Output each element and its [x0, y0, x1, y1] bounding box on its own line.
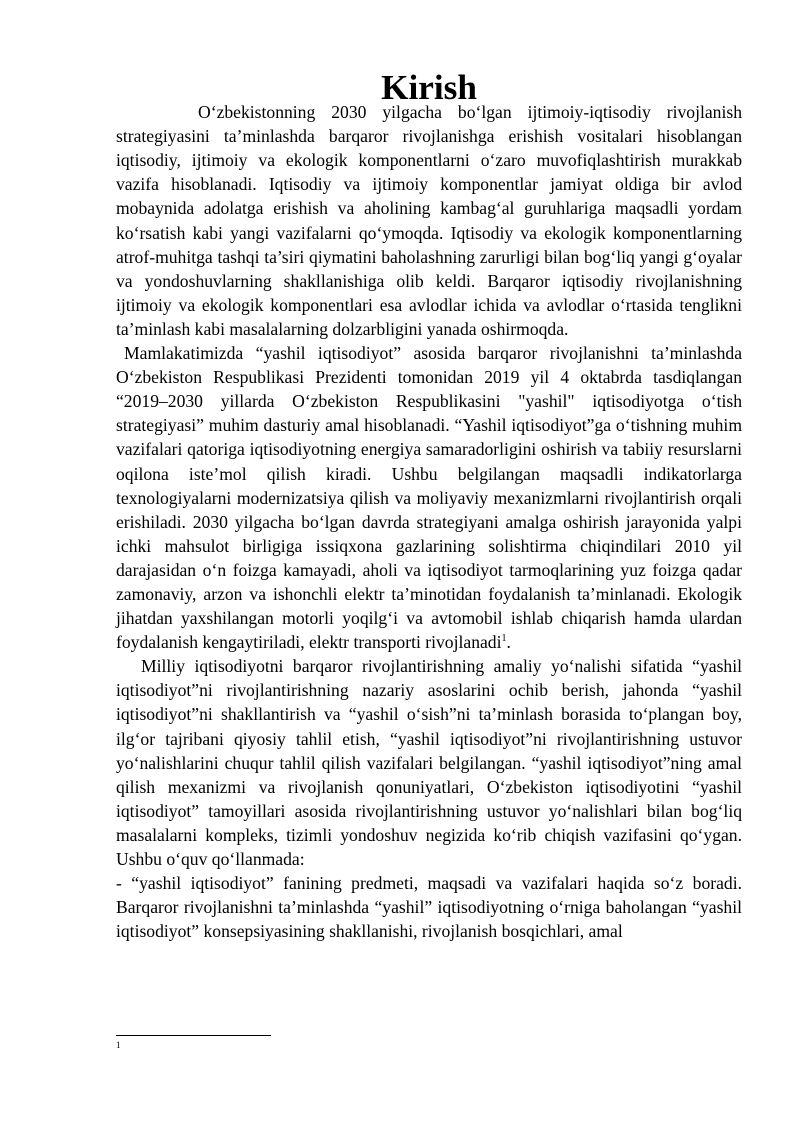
- paragraph-intro: O‘zbekistonning 2030 yilgacha bo‘lgan ijtimoiy-iqtisodiy rivojlanish strategiyasini ta’minlashda barqaror rivojlanishga erishish vositalari hisoblangan iqtisodiy, ijtimoiy va ekologik komponentlarni o‘zaro muvofiqlashtirish murakkab vazifa hisoblanadi. Iqtisodiy va ijtimoiy komponentlar jamiyat oldiga bir avlod mobaynida adolatga erishish va aholining kambag‘al guruhlariga maqsadli yordam ko‘rsatish kabi yangi vazifalarni qo‘ymoqda. Iqtisodiy va ekologik komponentlarning atrof-muhitga tashqi ta’siri qiymatini baholashning zarurligi bilan bog‘liq yangi g‘oyalar va yondoshuvlarning shakllanishiga olib keldi. Barqaror iqtisodiy rivojlanishning ijtimoiy va ekologik komponentlari esa avlodlar ichida va avlodlar o‘rtasida tenglikni ta’minlash kabi masalalarning dolzarbligini yanada oshirmoqda.: [116, 102, 742, 339]
- document-body: [116, 68, 742, 943]
- footnote-number: 1: [116, 1040, 121, 1050]
- footnote-reference[interactable]: 1: [501, 633, 507, 645]
- paragraph-list-item: - “yashil iqtisodiyot” fanining predmeti, maqsadi va vazifalari haqida so‘z boradi. Barqaror rivojlanishni ta’minlashda “yashil” iqtisodiyotning o‘rniga baholangan “yashil iqtisodiyot” konsepsiyasining shakllanishi, rivojlanish bosqichlari, amal: [116, 873, 742, 942]
- footnote-separator: [116, 1035, 271, 1036]
- paragraph-strategy-end: .: [506, 632, 511, 653]
- paragraph-tasks: Milliy iqtisodiyotni barqaror rivojlantirishning amaliy yo‘nalishi sifatida “yashil iqtisodiyot”ni rivojlantirishning nazariy asoslarini ochib berish, jahonda “yashil iqtisodiyot”ni shakllantirish va “yashil o‘sish”ni ta’minlash borasida to‘plangan boy, ilg‘or tajribani qiyosiy tahlil etish, “yashil iqtisodiyot”ni rivojlantirishning ustuvor yo‘nalishlarini chuqur tahlil qilish vazifalari belgilangan. “yashil iqtisodiyot”ning amal qilish mexanizmi va rivojlanish qonuniyatlari, O‘zbekiston iqtisodiyotini “yashil iqtisodiyot” tamoyillari asosida rivojlantirishning ustuvor yo‘nalishlari bilan bog‘liq masalalarni kompleks, tizimli yondoshuv negizida ko‘rib chiqish vazifasini qo‘ygan. Ushbu o‘quv qo‘llanmada:: [116, 656, 742, 869]
- document-title: Kirish: [381, 68, 477, 107]
- paragraph-strategy-text: Mamlakatimizda “yashil iqtisodiyot” asosida barqaror rivojlanishni ta’minlashda O‘zbekiston Respublikasi Prezidenti tomonidan 2019 yil 4 oktabrda tasdiqlangan “2019–2030 yillarda O‘zbekiston Respublikasini "yashil" iqtisodiyotga o‘tish strategiyasi” muhim dasturiy amal hisoblanadi. “Yashil iqtisodiyot”ga o‘tishning muhim vazifalari qatoriga iqtisodiyotning energiya samaradorligini oshirish va tabiiy resurslarni oqilona iste’mol qilish kiradi. Ushbu belgilangan maqsadli indikatorlarga texnologiyalarni modernizatsiya qilish va moliyaviy mexanizmlarni rivojlantirish orqali erishiladi. 2030 yilgacha bo‘lgan davrda strategiyani amalga oshirish jarayonida yalpi ichki mahsulot birligiga issiqxona gazlarining solishtirma chiqindilari 2010 yil darajasidan o‘n foizga kamayadi, aholi va iqtisodiyot tarmoqlarining yuz foizga qadar zamonaviy, arzon va ishonchli elektr ta’minotidan foydalanish ta’minlanadi. Ekologik jihatdan yaxshilangan motorli yoqilg‘i va avtomobil ishlab chiqarish hamda ulardan foydalanish kengaytiriladi, elektr transporti rivojlanadi: [116, 343, 742, 653]
- paragraph-strategy: [116, 341, 742, 654]
